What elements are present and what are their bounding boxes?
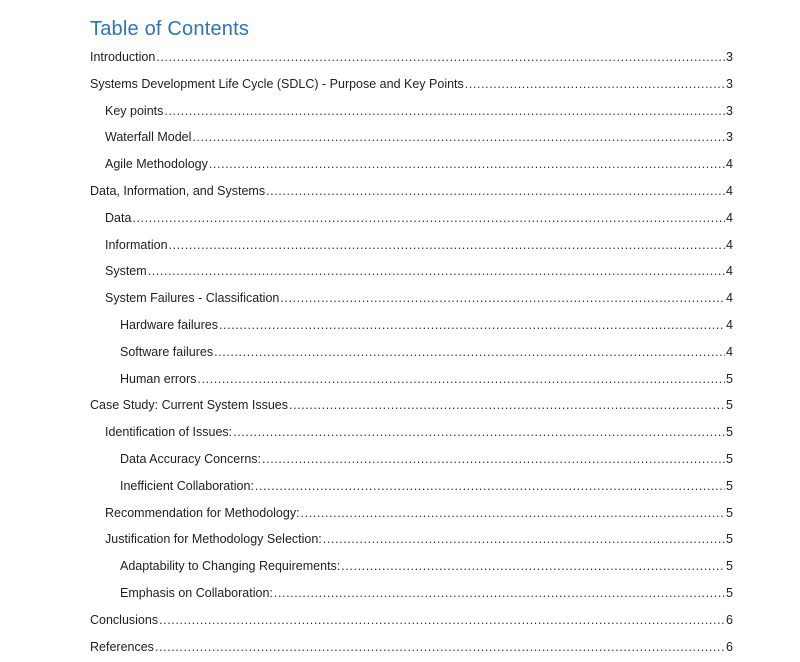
dot-leader [323, 531, 725, 547]
dot-leader [192, 129, 725, 145]
toc-entry-label: Identification of Issues: [105, 425, 233, 440]
toc-entry-label: Case Study: Current System Issues [90, 398, 288, 413]
toc-entry-page-number: 4 [726, 184, 733, 198]
toc-entry-page-number: 5 [726, 425, 733, 440]
toc-entry[interactable] [90, 49, 733, 65]
toc-entry-label: Information [105, 237, 168, 252]
dot-leader [169, 237, 726, 253]
toc-entry-label: Adaptability to Changing Requirements: [120, 559, 341, 574]
toc-entry[interactable] [120, 371, 733, 387]
toc-entry-page-number: 5 [726, 478, 733, 493]
dot-leader [214, 344, 725, 360]
toc-entry[interactable] [105, 129, 733, 145]
dot-leader [274, 585, 725, 601]
dot-leader [197, 371, 725, 387]
toc-entry[interactable] [120, 317, 733, 333]
dot-leader [219, 317, 725, 333]
toc-entry-label: Conclusions [90, 612, 159, 627]
toc-entry-page-number: 4 [726, 237, 733, 252]
toc-entry-page-number: 4 [726, 318, 733, 332]
toc-entry-page-number: 4 [726, 344, 733, 359]
toc-entry-label: Agile Methodology [105, 157, 208, 172]
toc-entry[interactable] [90, 612, 733, 628]
toc-entry-page-number: 5 [726, 586, 733, 600]
toc-entry-label: Data, Information, and Systems [90, 184, 266, 198]
dot-leader [164, 103, 725, 119]
toc-entry-page-number: 3 [726, 130, 733, 145]
dot-leader [289, 397, 725, 413]
toc-entry-page-number: 3 [726, 103, 733, 118]
toc-entry-page-number: 4 [726, 210, 733, 225]
toc-entry-page-number: 5 [726, 532, 733, 547]
toc-entry-page-number: 5 [726, 559, 733, 574]
toc-entry[interactable] [105, 424, 733, 440]
toc-entry-label: Hardware failures [120, 318, 218, 332]
dot-leader [255, 478, 725, 494]
toc-entry[interactable] [105, 103, 733, 119]
dot-leader [155, 639, 725, 655]
dot-leader [266, 183, 725, 199]
dot-leader [301, 505, 725, 521]
dot-leader [156, 49, 725, 65]
toc-entry-page-number: 5 [726, 398, 733, 413]
toc-entry[interactable] [105, 290, 733, 306]
toc-entry-label: Key points [105, 103, 164, 118]
toc-entry-page-number: 4 [726, 264, 733, 279]
toc-entry[interactable] [105, 156, 733, 172]
toc-entry[interactable] [90, 397, 733, 413]
toc-entry-label: Waterfall Model [105, 130, 192, 145]
toc-entry-page-number: 6 [726, 639, 733, 654]
dot-leader [209, 156, 725, 172]
dot-leader [280, 290, 725, 306]
dot-leader [465, 76, 725, 92]
toc-entry[interactable] [105, 531, 733, 547]
dot-leader [148, 263, 725, 279]
dot-leader [132, 210, 725, 226]
toc-entry[interactable] [90, 639, 733, 655]
toc-entry-page-number: 5 [726, 452, 733, 466]
toc-entry-label: Data [105, 210, 132, 225]
toc-entry-label: References [90, 639, 154, 654]
toc-entry-label: Systems Development Life Cycle (SDLC) - Purpose and Key Points [90, 76, 464, 91]
toc-entry[interactable] [90, 76, 733, 92]
toc-entry[interactable] [120, 478, 733, 494]
toc-entry-label: Recommendation for Methodology: [105, 505, 300, 520]
toc-entry-label: System Failures - Classification [105, 291, 280, 306]
toc-entry-page-number: 4 [726, 291, 733, 306]
toc-title: Table of Contents [90, 18, 250, 40]
toc-entry[interactable] [105, 237, 733, 253]
toc-entry-page-number: 5 [726, 505, 733, 520]
dot-leader [341, 558, 725, 574]
toc-entry[interactable] [120, 344, 733, 360]
toc-entry-label: Justification for Methodology Selection: [105, 532, 322, 547]
toc-entry-label: Emphasis on Collaboration: [120, 586, 273, 600]
toc-entry-label: Introduction [90, 50, 156, 64]
toc-entry-page-number: 3 [726, 50, 733, 64]
toc-entry-page-number: 6 [726, 612, 733, 627]
toc-entry[interactable] [105, 263, 733, 279]
dot-leader [262, 451, 725, 467]
toc-entry[interactable] [105, 505, 733, 521]
toc-entry-label: Human errors [120, 371, 197, 386]
toc-entry[interactable] [90, 183, 733, 199]
toc-entry[interactable] [120, 558, 733, 574]
toc-entry[interactable] [105, 210, 733, 226]
toc-entry-page-number: 4 [726, 157, 733, 172]
toc-entry-label: System [105, 264, 147, 279]
toc-entry-label: Software failures [120, 344, 214, 359]
dot-leader [233, 424, 725, 440]
toc-entry-page-number: 3 [726, 76, 733, 91]
toc-entry-label: Data Accuracy Concerns: [120, 452, 262, 466]
toc-entry-label: Inefficient Collaboration: [120, 478, 254, 493]
toc-entry[interactable] [120, 451, 733, 467]
toc-entry[interactable] [120, 585, 733, 601]
toc-entry-page-number: 5 [726, 371, 733, 386]
dot-leader [159, 612, 725, 628]
